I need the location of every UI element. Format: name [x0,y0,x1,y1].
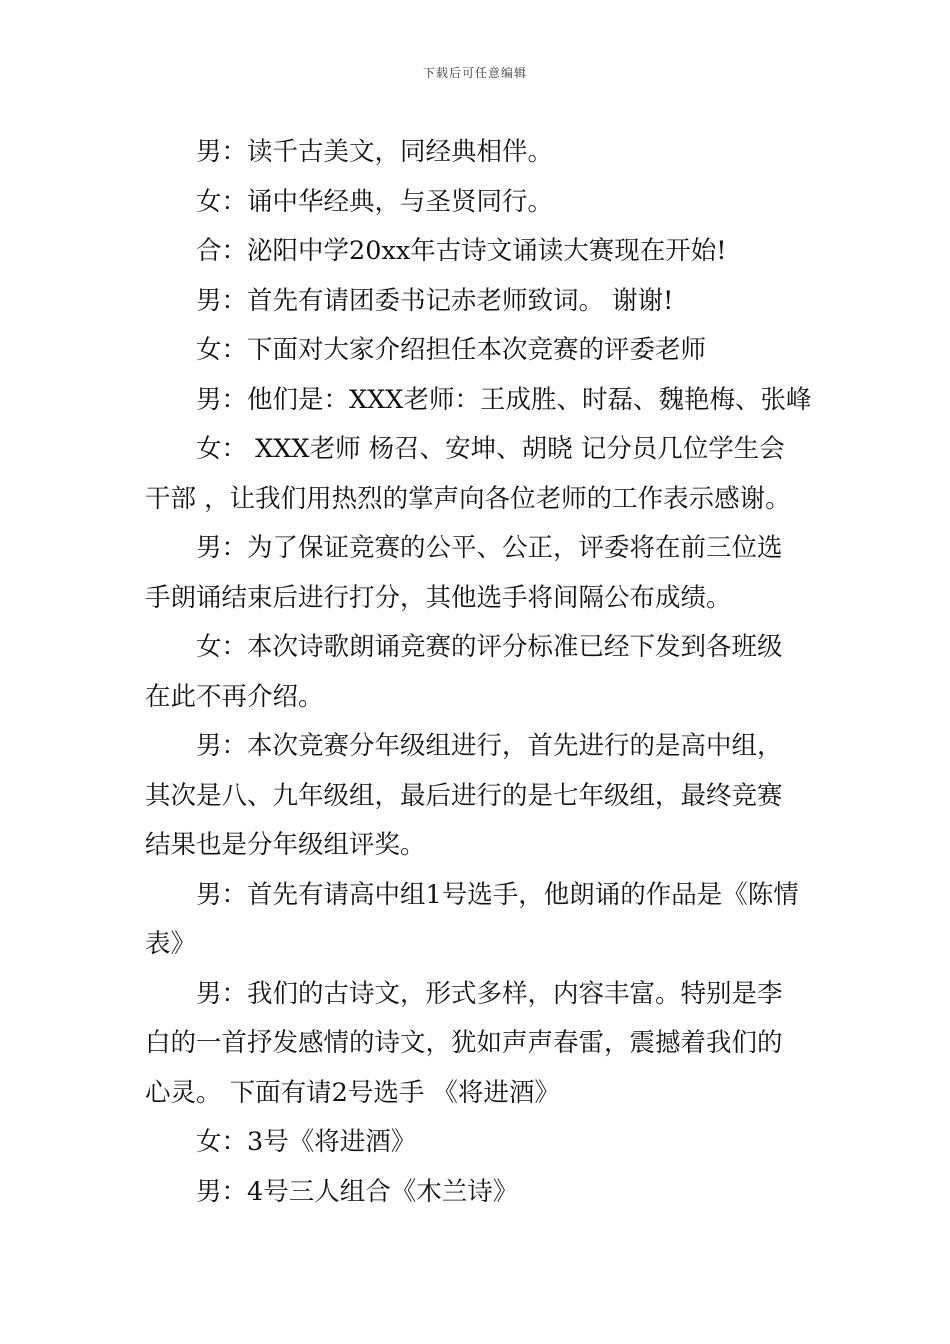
paragraph-12: 男：我们的古诗文，形式多样，内容丰富。特别是李 白的一首抒发感情的诗文，犹如声声春雷，震撼着我们的 心灵。 下面有请2号选手 《将进酒》 [145,978,783,1108]
paragraph-13: 女：3号《将进酒》 [196,1127,417,1157]
paragraph-8: 男：为了保证竞赛的公平、公正，评委将在前三位选 手朗诵结束后进行打分，其他选手将间隔公布成绩。 [145,533,783,613]
paragraph-10: 男：本次竞赛分年级组进行，首先进行的是高中组， 其次是八、九年级组，最后进行的是七年级组，最终竞赛 结果也是分年级组评奖。 [145,731,783,860]
paragraph-2: 女：诵中华经典，与圣贤同行。 [196,186,554,217]
document-body [145,128,812,1217]
paragraph-9: 女：本次诗歌朗诵竞赛的评分标准已经下发到各班级 在此不再介绍。 [145,632,783,712]
paragraph-5: 女：下面对大家介绍担任本次竞赛的评委老师 [196,335,707,365]
paragraph-1: 男：读千古美文，同经典相伴。 [196,137,554,167]
paragraph-11: 男：首先有请高中组1号选手，他朗诵的作品是《陈情 表》 [145,879,799,959]
paragraph-6: 男：他们是：XXX老师：王成胜、时磊、魏艳梅、张峰 [196,384,812,415]
paragraph-7: 女： XXX老师 杨召、安坤、胡晓 记分员几位学生会 干部 ，让我们用热烈的掌声向各位老师的工作表示感谢。 [145,434,791,514]
page-header: 下载后可任意编辑 [422,66,527,80]
paragraph-4: 男：首先有请团委书记赤老师致词。 谢谢! [196,285,674,316]
paragraph-14: 男：4号三人组合《木兰诗》 [196,1176,519,1207]
paragraph-3: 合：泌阳中学20xx年古诗文诵读大赛现在开始! [196,236,727,266]
